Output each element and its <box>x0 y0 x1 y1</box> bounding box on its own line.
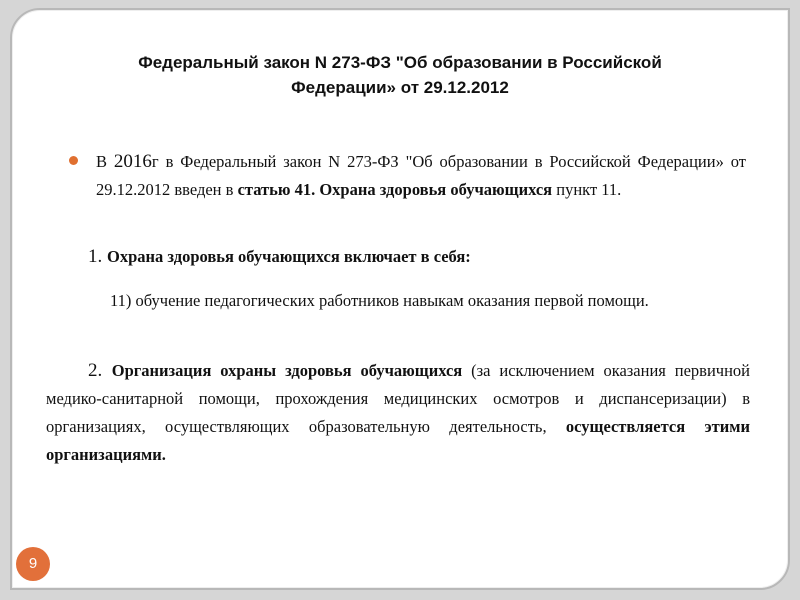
bullet-text-2: г в Федеральный закон N 273-ФЗ "Об образовании в Российской Федерации» от 29.12.2012 введен в <box>96 152 746 199</box>
paragraph-3 <box>46 357 750 469</box>
paragraph-2 <box>70 287 746 315</box>
paragraph-2-text: 11) обучение педагогических работников навыкам оказания первой помощи. <box>110 291 649 310</box>
paragraph-1-bold: Охрана здоровья обучающихся включает в себя: <box>107 247 471 266</box>
page-number-badge: 9 <box>16 547 50 581</box>
slide-title <box>60 50 740 100</box>
bullet-text-1: В <box>96 152 114 171</box>
paragraph-3-number: 2. <box>88 360 112 381</box>
title-line-1: Федеральный закон N 273-ФЗ "Об образовании в Российской <box>138 53 662 72</box>
title-line-2: Федерации» от 29.12.2012 <box>291 78 509 97</box>
bullet-dot-icon <box>69 156 78 165</box>
bullet-year: 2016 <box>113 151 152 172</box>
bullet-paragraph <box>96 148 746 204</box>
bullet-text-3: пункт 11. <box>552 180 622 199</box>
paragraph-3-bold-2: осуществляется этими организациями. <box>46 417 750 464</box>
paragraph-3-bold-1: Организация охраны здоровья обучающихся <box>111 361 463 380</box>
paragraph-1 <box>88 243 748 271</box>
paragraph-3-text: (за исключением оказания первичной медико-санитарной помощи, прохождения медицинских осмотров и диспансеризации) в организациях, осуществляющих образовательную деятельность, <box>46 361 751 436</box>
bullet-bold-article: статью 41. Охрана здоровья обучающихся <box>237 180 553 199</box>
paragraph-1-number: 1. <box>88 246 107 267</box>
